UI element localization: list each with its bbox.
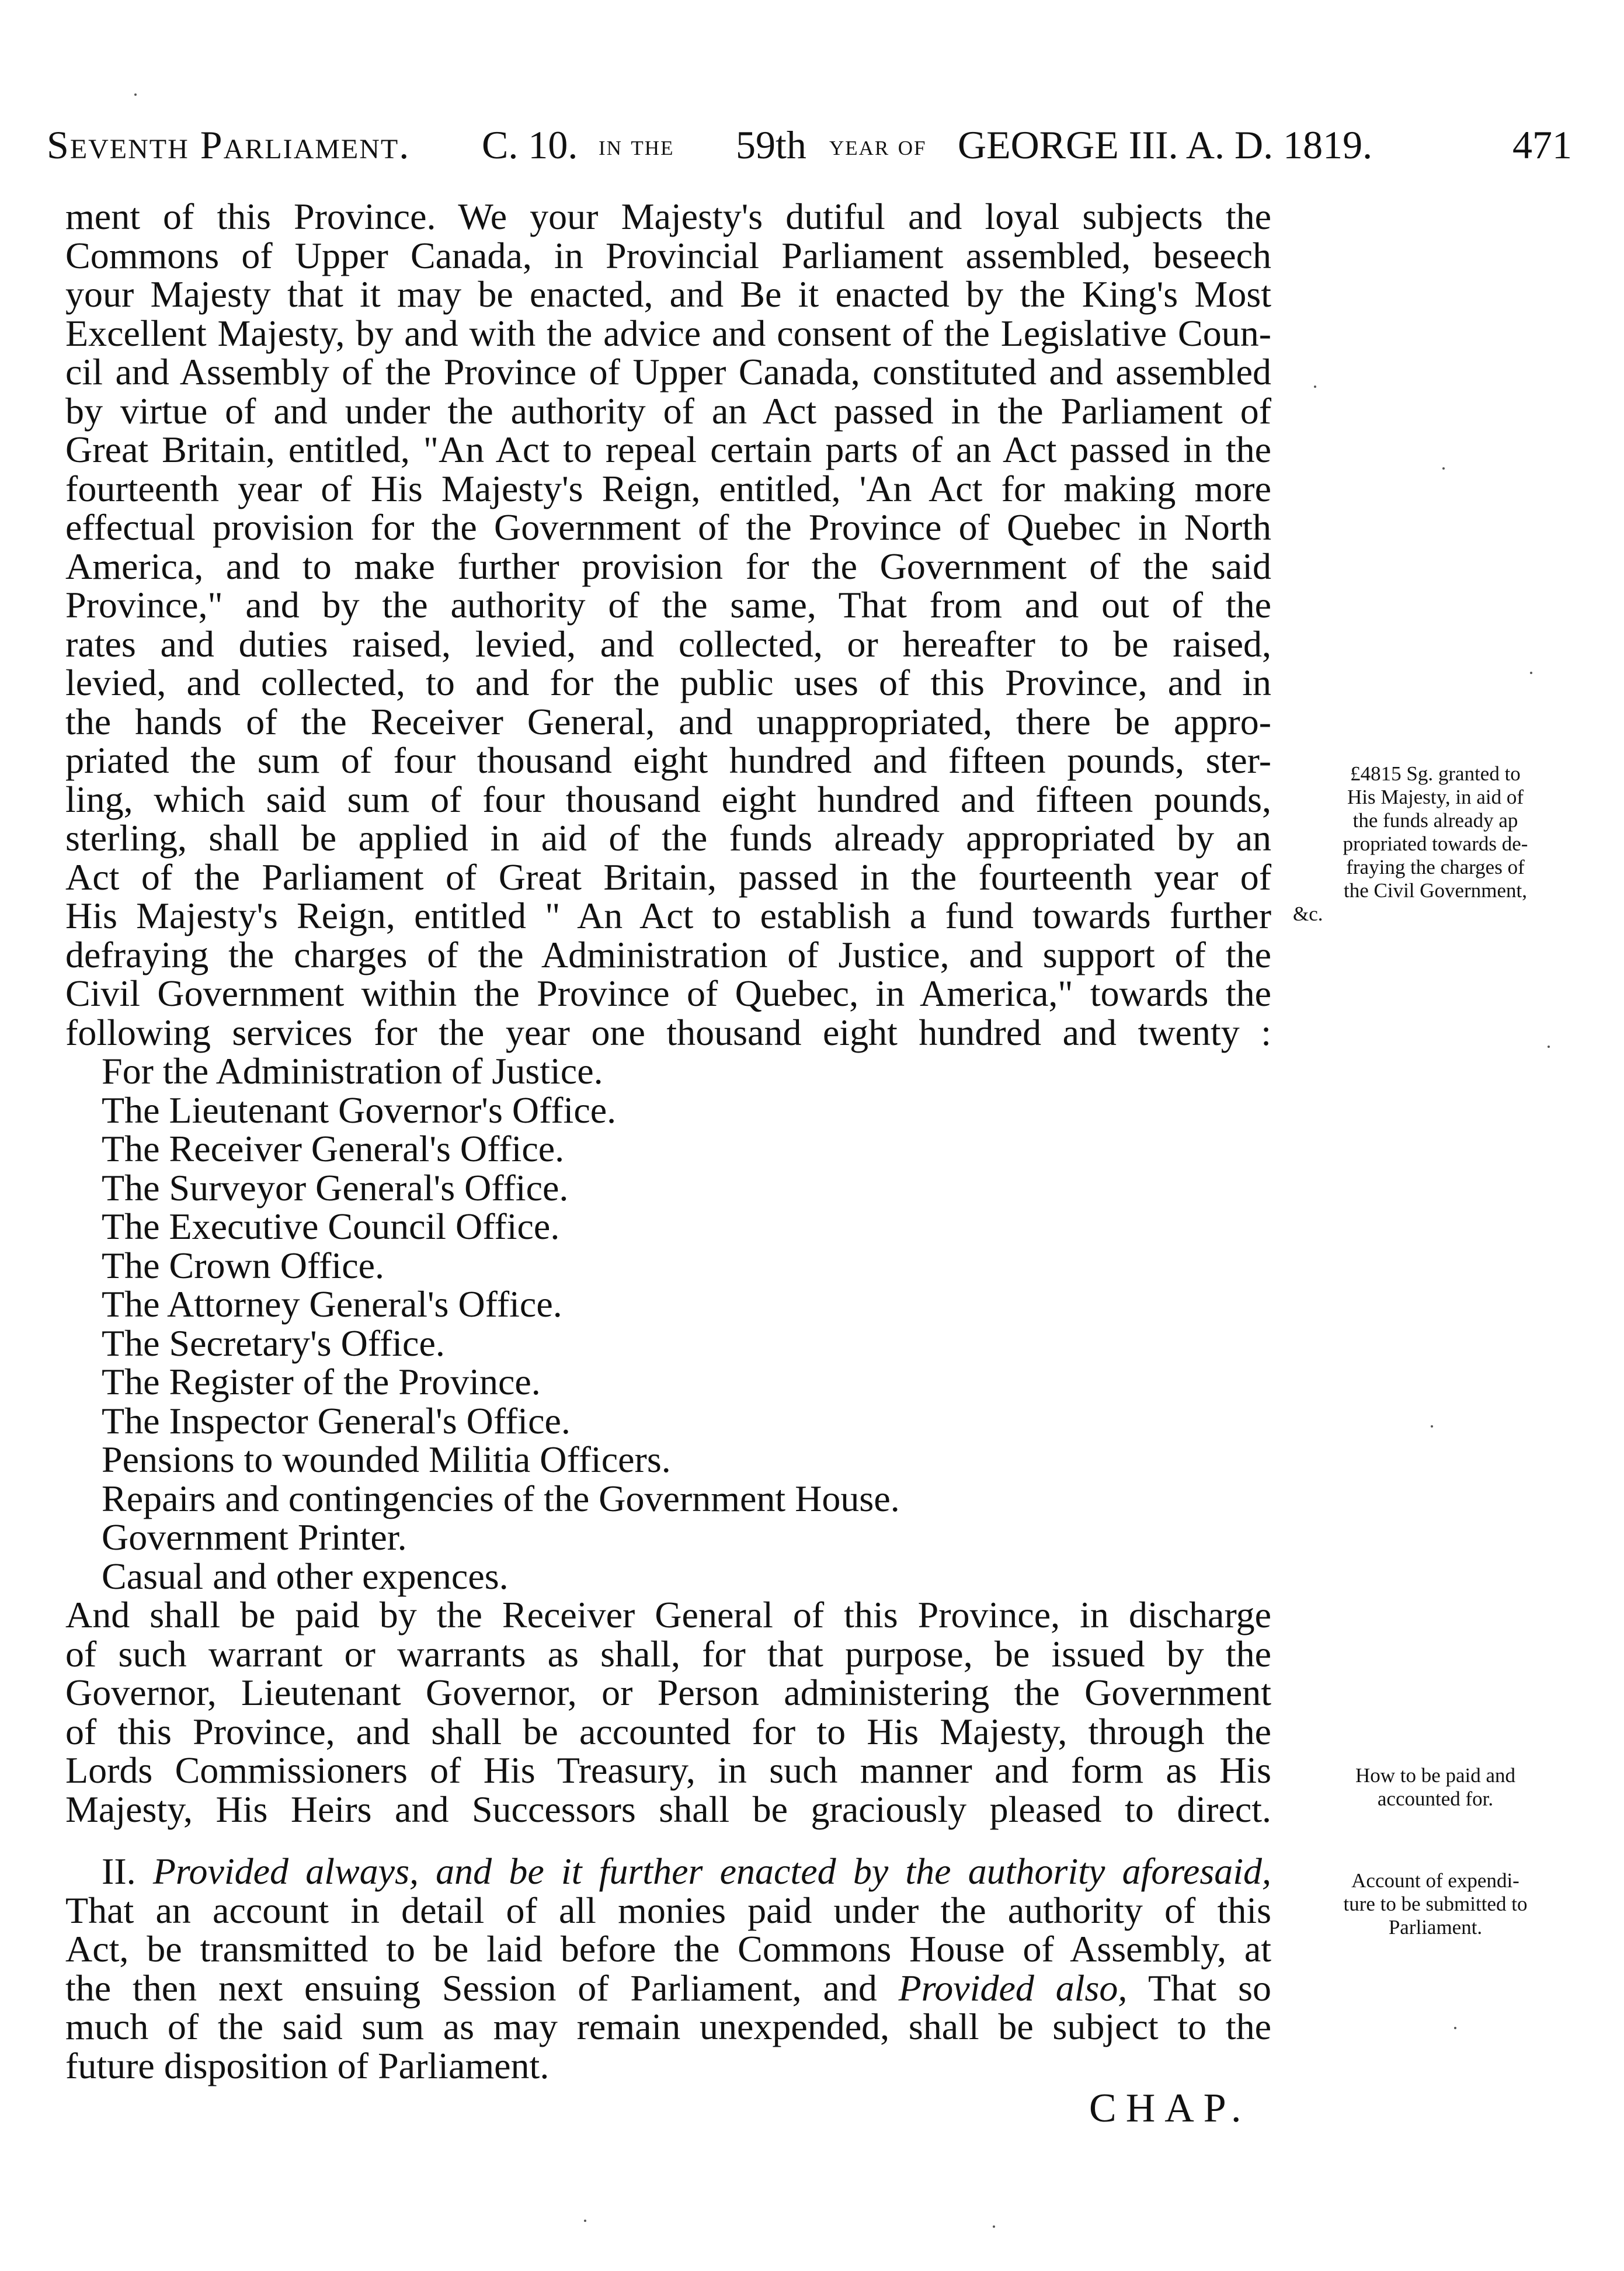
body-line: His Majesty's Reign, entitled " An Act to establish a fund towards further [65,895,1271,936]
body-line: your Majesty that it may be enacted, and Be it enacted by the King's Most [65,273,1271,315]
note-line: Parliament. [1388,1916,1483,1939]
scan-speck [584,2220,586,2222]
note-line: &c. [1293,902,1323,925]
scan-speck [1314,386,1316,388]
body-line: Civil Government within the Province of Quebec, in America," towards the [65,973,1271,1014]
body-line: levied, and collected, to and for the public uses of this Province, and in [65,662,1271,703]
note-line: How to be paid and [1355,1764,1516,1787]
service-item: Pensions to wounded Militia Officers. [102,1439,671,1480]
service-item: The Receiver General's Office. [102,1128,565,1169]
note-line: accounted for. [1377,1787,1494,1810]
service-item: The Attorney General's Office. [102,1283,562,1325]
scan-speck [1442,467,1445,470]
service-item: The Surveyor General's Office. [102,1166,569,1209]
payment-line: And shall be paid by the Receiver General of this Province, in discharge [65,1594,1271,1635]
body-line: the hands of the Receiver General, and unappropriated, there be appro- [65,700,1271,742]
section-2-intro [65,1852,1271,1891]
scan-speck [1454,2027,1456,2029]
service-item: The Secretary's Office. [102,1322,445,1364]
section-text: That so [1148,1967,1272,2009]
body-text [65,197,1271,2085]
note-line: propriated towards de- [1343,832,1528,855]
body-line: by virtue of and under the authority of an Act passed in the Parliament of [65,390,1271,432]
section-text: the then next ensuing Session of Parliament, and [65,1967,877,2009]
margin-note-payment [1284,1764,1587,1811]
note-line: Account of expendi- [1351,1869,1519,1892]
margin-note-grant [1284,762,1587,926]
payment-line: of this Province, and shall be accounted for to His Majesty, through the [65,1710,1271,1752]
body-line: following services for the year one thousand eight hundred and twenty : [65,1011,1271,1053]
note-line: the Civil Government, [1344,879,1527,902]
body-line: Act of the Parliament of Great Britain, passed in the fourteenth year of [65,856,1271,898]
section-line: future disposition of Parliament. [65,2044,550,2086]
catchword: CHAP. [1089,2086,1251,2131]
body-line: priated the sum of four thousand eight hundred and fifteen pounds, ster- [65,739,1271,781]
scan-speck [134,93,137,96]
service-item: For the Administration of Justice. [102,1050,603,1092]
body-line: sterling, shall be applied in aid of the funds already appropriated by an [65,817,1271,859]
note-line: His Majesty, in aid of [1347,786,1524,808]
service-item: The Crown Office. [102,1244,384,1286]
body-line: ling, which said sum of four thousand eight hundred and fifteen pounds, [65,778,1271,820]
body-line: Excellent Majesty, by and with the advice and consent of the Legislative Coun- [65,312,1271,354]
service-item: Repairs and contingencies of the Government House. [102,1477,900,1519]
header-chapter: C. 10. [482,123,578,167]
body-line: Commons of Upper Canada, in Provincial Parliament assembled, beseech [65,234,1271,276]
header-in-the: in the [599,129,674,161]
section-line [65,1969,1271,2008]
service-item: The Inspector General's Office. [102,1400,571,1442]
section-line: Act, be transmitted to be laid before the Commons House of Assembly, at [65,1928,1271,1970]
section-line: That an account in detail of all monies paid under the authority of this [65,1889,1271,1931]
header-parliament: Seventh Parliament. [47,123,411,167]
scan-speck [1431,1425,1433,1428]
payment-line: Lords Commissioners of His Treasury, in such manner and form as His [65,1749,1271,1791]
payment-line: of such warrant or warrants as shall, for that purpose, be issued by the [65,1633,1271,1675]
body-line: Great Britain, entitled, "An Act to repeal certain parts of an Act passed in the [65,429,1271,470]
body-line: Province," and by the authority of the same, That from and out of the [65,584,1271,626]
body-line: rates and duties raised, levied, and collected, or hereafter to be raised, [65,623,1271,665]
payment-line: Majesty, His Heirs and Successors shall be graciously pleased to direct. [65,1788,1271,1830]
body-line: ment of this Province. We your Majesty's dutiful and loyal subjects the [65,196,1271,237]
scan-speck [1530,672,1532,674]
service-item: The Register of the Province. [102,1361,541,1402]
body-line: America, and to make further provision for the Government of the said [65,545,1271,587]
service-item: The Lieutenant Governor's Office. [102,1089,617,1131]
note-line: fraying the charges of [1346,856,1525,878]
paragraph-gap [65,1829,1271,1852]
note-line: £4815 Sg. granted to [1350,762,1521,785]
header-year-of: year of [829,129,927,161]
body-line: effectual provision for the Government of the Province of Quebec in North [65,506,1271,548]
body-line: fourteenth year of His Majesty's Reign, entitled, 'An Act for making more [65,467,1271,509]
running-header [47,121,1577,168]
body-line: cil and Assembly of the Province of Upper Canada, constituted and assembled [65,351,1271,393]
section-line: much of the said sum as may remain unexpended, shall be subject to the [65,2006,1271,2047]
service-item: Casual and other expences. [102,1555,509,1597]
header-year-number: 59th [736,123,806,167]
payment-line: Governor, Lieutenant Governor, or Person administering the Government [65,1672,1271,1713]
note-line: the funds already ap [1352,809,1518,832]
section-numeral: II. [102,1850,136,1892]
section-italic-proviso: Provided also, [898,1967,1128,2009]
section-italic-intro: Provided always, and be it further enacted by the authority aforesaid, [152,1850,1272,1892]
margin-note-account [1284,1869,1587,1939]
page-number: 471 [1512,123,1572,167]
scan-speck [993,2225,995,2228]
service-item: The Executive Council Office. [102,1206,560,1247]
body-line: defraying the charges of the Administration of Justice, and support of the [65,933,1271,975]
scan-speck [1548,1046,1550,1048]
service-item: Government Printer. [102,1516,407,1558]
header-reign: GEORGE III. A. D. 1819. [958,123,1373,167]
note-line: ture to be submitted to [1343,1892,1528,1915]
